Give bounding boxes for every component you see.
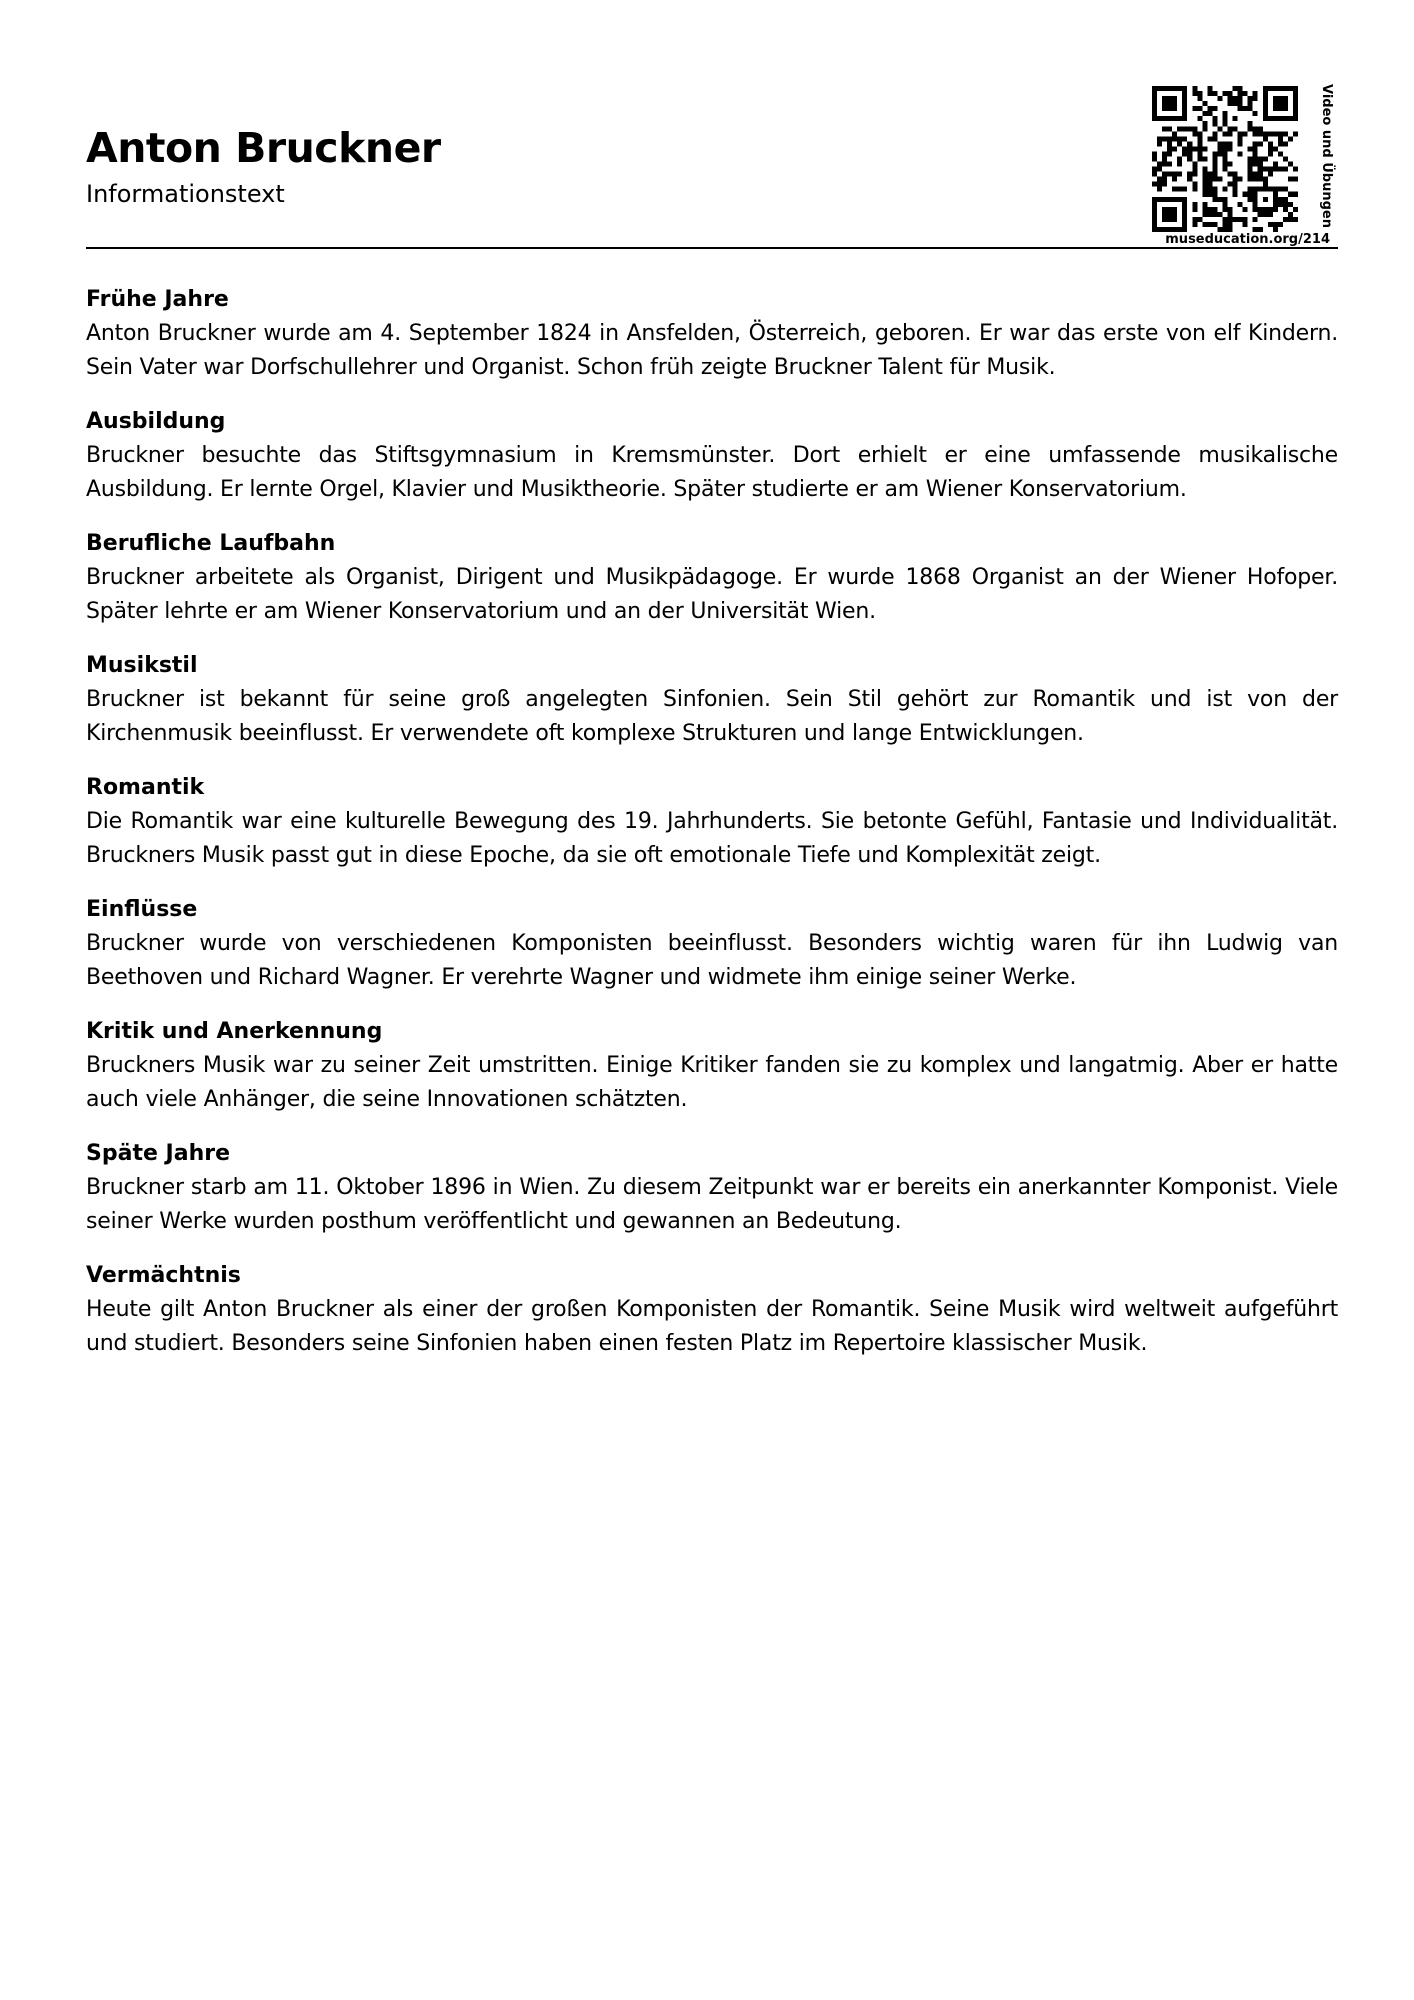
section-text: Die Romantik war eine kulturelle Bewegung des 19. Jahrhunderts. Sie betonte Gefühl, Fantasie und Individualität. Bruckners Musik passt gut in diese Epoche, da sie oft emotionale Tiefe und Komplexität zeigt.	[86, 809, 1338, 868]
section-ausbildung	[86, 405, 1338, 507]
section-vermaechtnis	[86, 1259, 1338, 1361]
page-title: Anton Bruckner	[86, 124, 441, 172]
header-divider	[86, 247, 1338, 249]
section-einfluesse	[86, 893, 1338, 995]
section-spaete-jahre	[86, 1137, 1338, 1239]
section-heading: Frühe Jahre	[86, 287, 229, 312]
section-kritik-und-anerkennung	[86, 1015, 1338, 1117]
section-heading: Romantik	[86, 775, 205, 800]
section-berufliche-laufbahn	[86, 527, 1338, 629]
section-musikstil	[86, 649, 1338, 751]
section-romantik	[86, 771, 1338, 873]
section-text: Heute gilt Anton Bruckner als einer der großen Komponisten der Romantik. Seine Musik wird weltweit aufgeführt und studiert. Besonders seine Sinfonien haben einen festen Platz im Repertoire klassischer Musik.	[86, 1297, 1338, 1356]
section-heading: Musikstil	[86, 653, 198, 678]
section-text: Bruckners Musik war zu seiner Zeit umstritten. Einige Kritiker fanden sie zu komplex und langatmig. Aber er hatte auch viele Anhänger, die seine Innovationen schätzten.	[86, 1053, 1338, 1112]
qr-side-label: Video und Übungen	[1319, 84, 1334, 228]
page-subtitle: Informationstext	[86, 180, 285, 208]
section-text: Bruckner ist bekannt für seine groß angelegten Sinfonien. Sein Stil gehört zur Romantik und ist von der Kirchenmusik beeinflusst. Er verwendete oft komplexe Strukturen und lange Entwicklungen.	[86, 687, 1338, 746]
qr-code-icon[interactable]	[1152, 86, 1298, 232]
document-body	[86, 283, 1338, 1381]
section-text: Bruckner starb am 11. Oktober 1896 in Wien. Zu diesem Zeitpunkt war er bereits ein anerkannter Komponist. Viele seiner Werke wurden posthum veröffentlicht und gewannen an Bedeutung.	[86, 1175, 1338, 1234]
section-text: Bruckner arbeitete als Organist, Dirigent und Musikpädagoge. Er wurde 1868 Organist an der Wiener Hofoper. Später lehrte er am Wiener Konservatorium und an der Universität Wien.	[86, 565, 1338, 624]
section-heading: Ausbildung	[86, 409, 226, 434]
section-heading: Späte Jahre	[86, 1141, 230, 1166]
section-heading: Berufliche Laufbahn	[86, 531, 336, 556]
section-text: Bruckner besuchte das Stiftsgymnasium in Kremsmünster. Dort erhielt er eine umfassende musikalische Ausbildung. Er lernte Orgel, Klavier und Musiktheorie. Später studierte er am Wiener Konservatorium.	[86, 443, 1338, 502]
section-text: Bruckner wurde von verschiedenen Komponisten beeinflusst. Besonders wichtig waren für ihn Ludwig van Beethoven und Richard Wagner. Er verehrte Wagner und widmete ihm einige seiner Werke.	[86, 931, 1338, 990]
section-heading: Einflüsse	[86, 897, 198, 922]
section-fruehe-jahre	[86, 283, 1338, 385]
document-header	[86, 80, 1338, 248]
section-heading: Kritik und Anerkennung	[86, 1019, 383, 1044]
section-heading: Vermächtnis	[86, 1263, 241, 1288]
section-text: Anton Bruckner wurde am 4. September 1824 in Ansfelden, Österreich, geboren. Er war das erste von elf Kindern. Sein Vater war Dorfschullehrer und Organist. Schon früh zeigte Bruckner Talent für Musik.	[86, 321, 1338, 380]
qr-url-link[interactable]: museducation.org/214	[1165, 232, 1330, 247]
